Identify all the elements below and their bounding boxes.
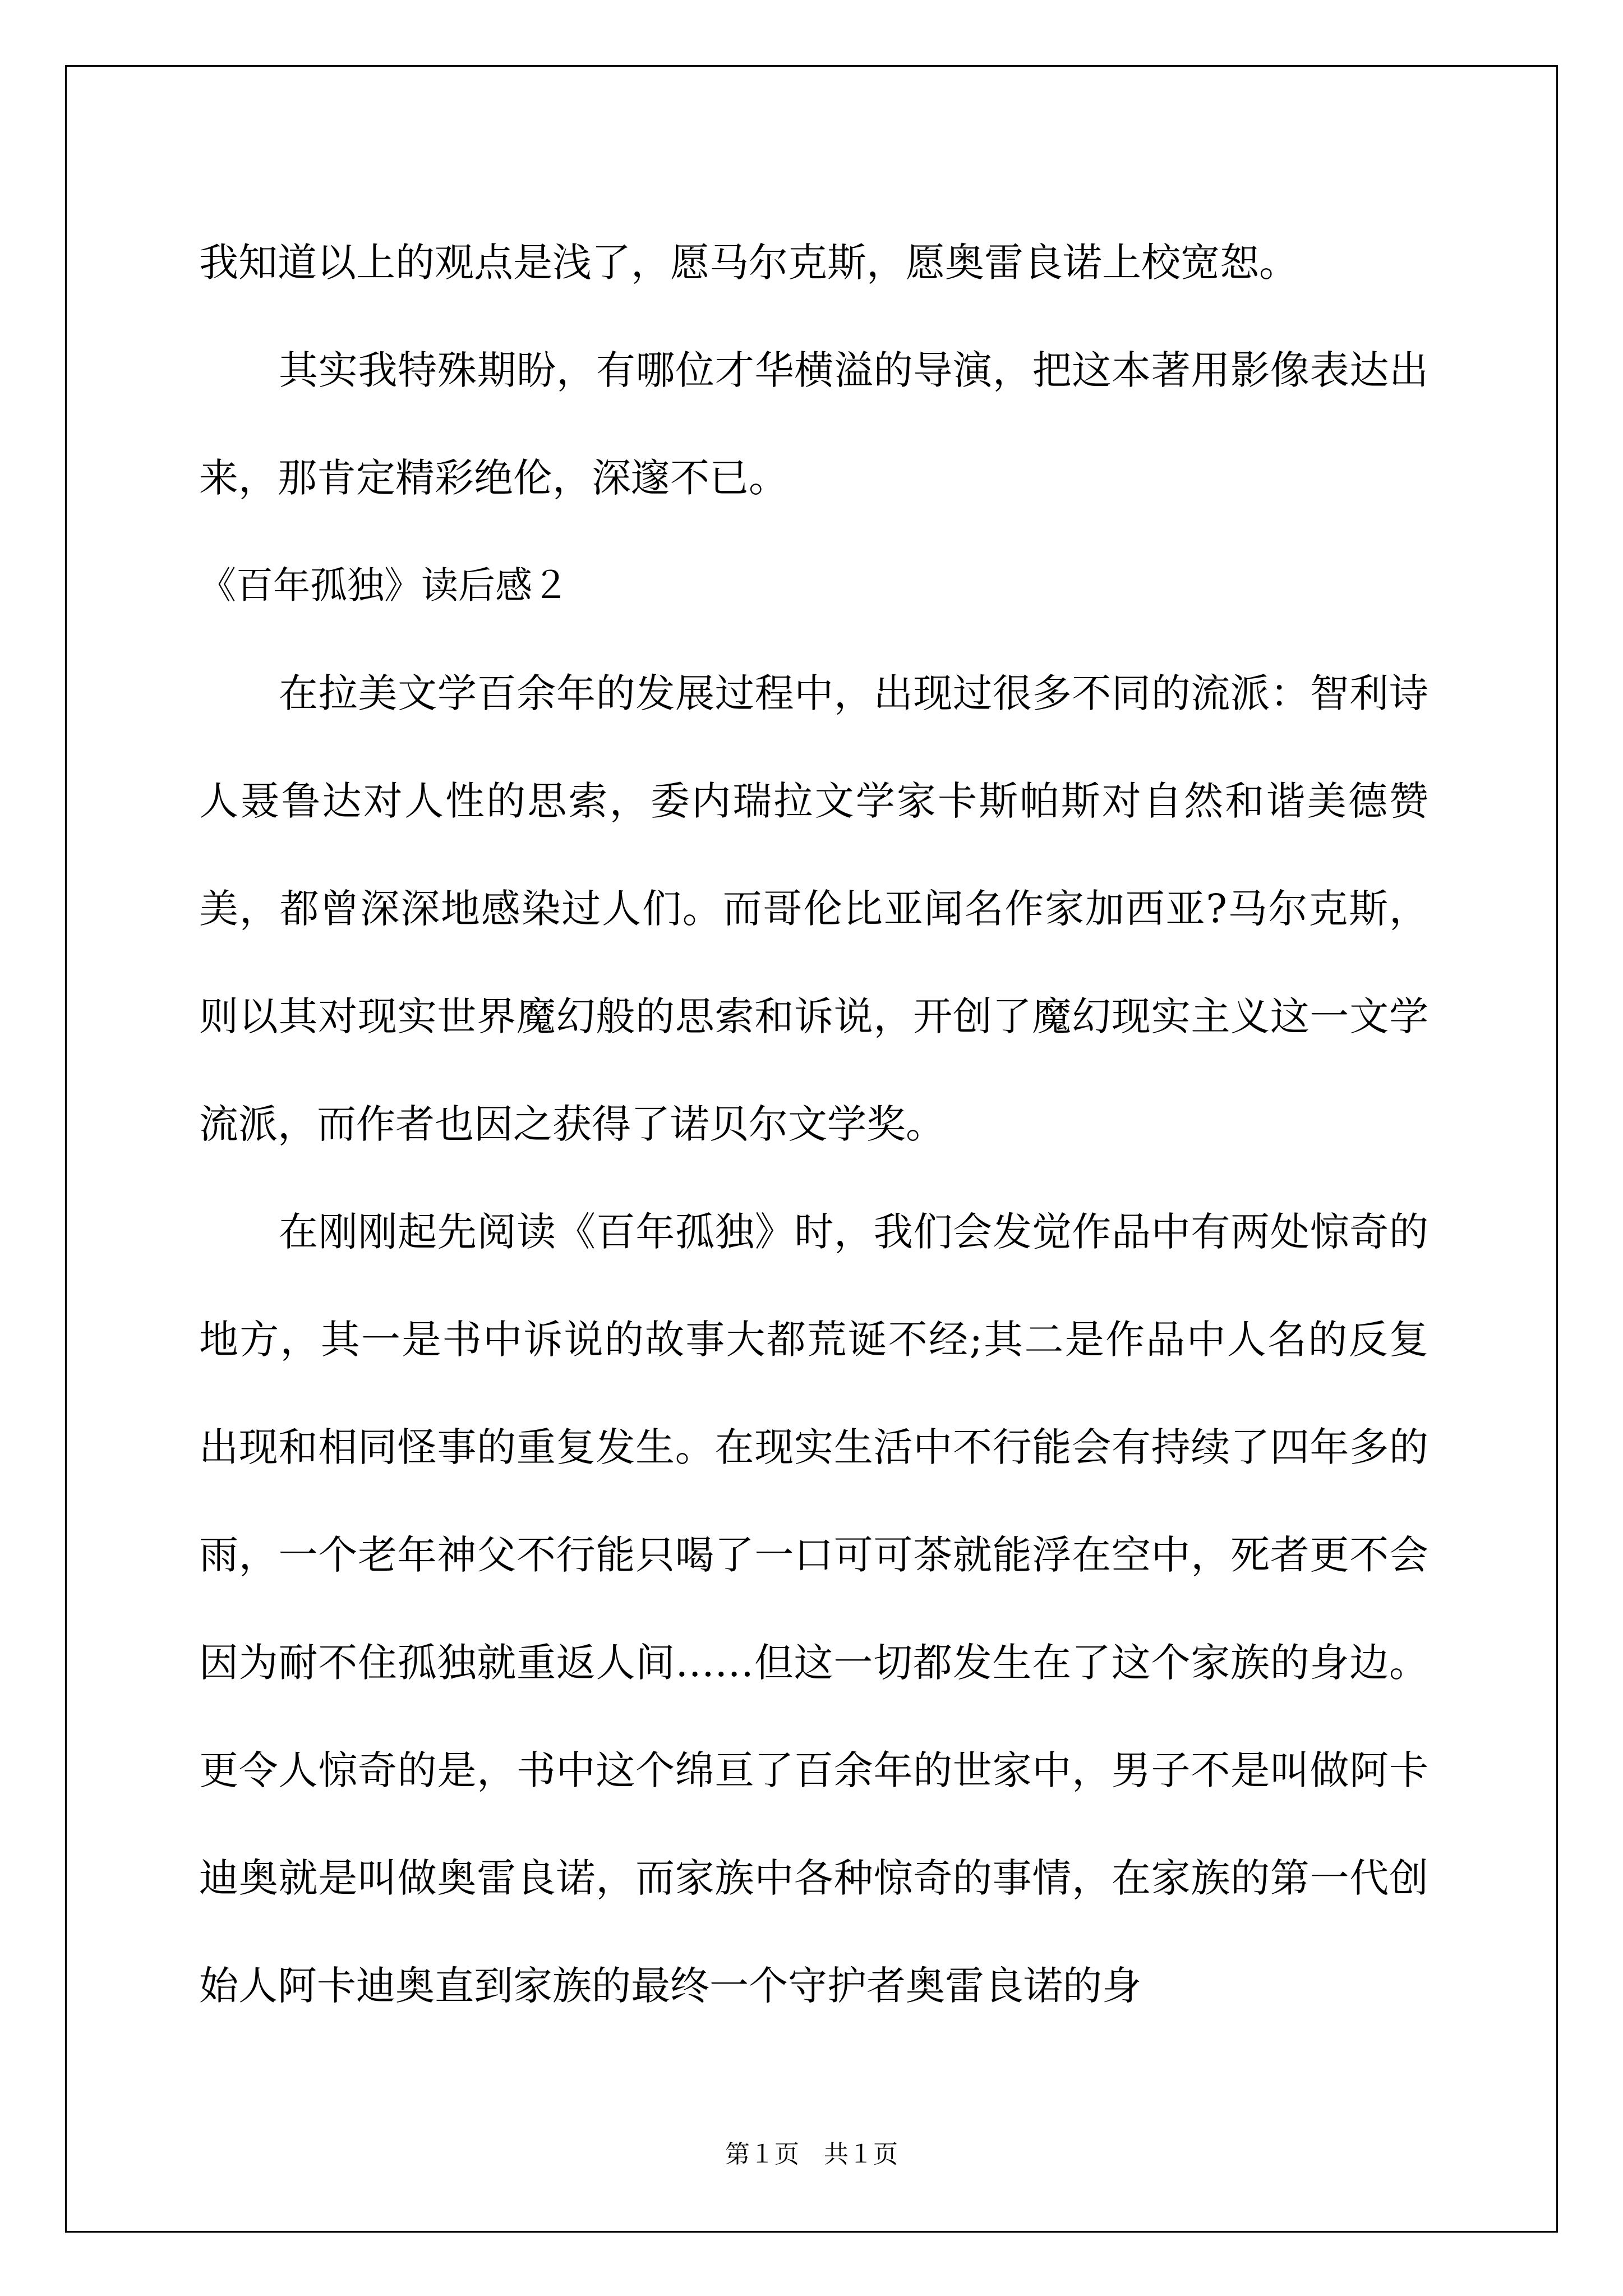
paragraph-2: 其实我特殊期盼，有哪位才华横溢的导演，把这本著用影像表达出来，那肯定精彩绝伦，深邃不已。 xyxy=(199,347,1428,501)
paragraph-1: 我知道以上的观点是浅了，愿马尔克斯，愿奥雷良诺上校宽恕。 xyxy=(199,240,1298,286)
paragraph-4: 在刚刚起先阅读《百年孤独》时，我们会发觉作品中有两处惊奇的地方，其一是书中诉说的故事大都荒诞不经;其二是作品中人名的反复出现和相同怪事的重复发生。在现实生活中不行能会有持续了四年多的雨，一个老年神父不行能只喝了一口可可茶就能浮在空中，死者更不会因为耐不住孤独就重返人间……但这一切都发生在了这个家族的身边。更令人惊奇的是，书中这个绵亘了百余年的世家中，男子不是叫做阿卡迪奥就是叫做奥雷良诺，而家族中各种惊奇的事情，在家族的第一代创始人阿卡迪奥直到家族的最终一个守护者奥雷良诺的身 xyxy=(199,1209,1428,2009)
paragraph-3: 在拉美文学百余年的发展过程中，出现过很多不同的流派：智利诗人聂鲁达对人性的思索，委内瑞拉文学家卡斯帕斯对自然和谐美德赞美，都曾深深地感染过人们。而哥伦比亚闻名作家加西亚?马尔克斯，则以其对现实世界魔幻般的思索和诉说，开创了魔幻现实主义这一文学流派，而作者也因之获得了诺贝尔文学奖。 xyxy=(199,670,1428,1147)
page-footer: 第１页 共１页 xyxy=(725,2140,898,2169)
section-heading: 《百年孤独》读后感２ xyxy=(199,564,569,607)
document-body xyxy=(199,209,1428,2040)
